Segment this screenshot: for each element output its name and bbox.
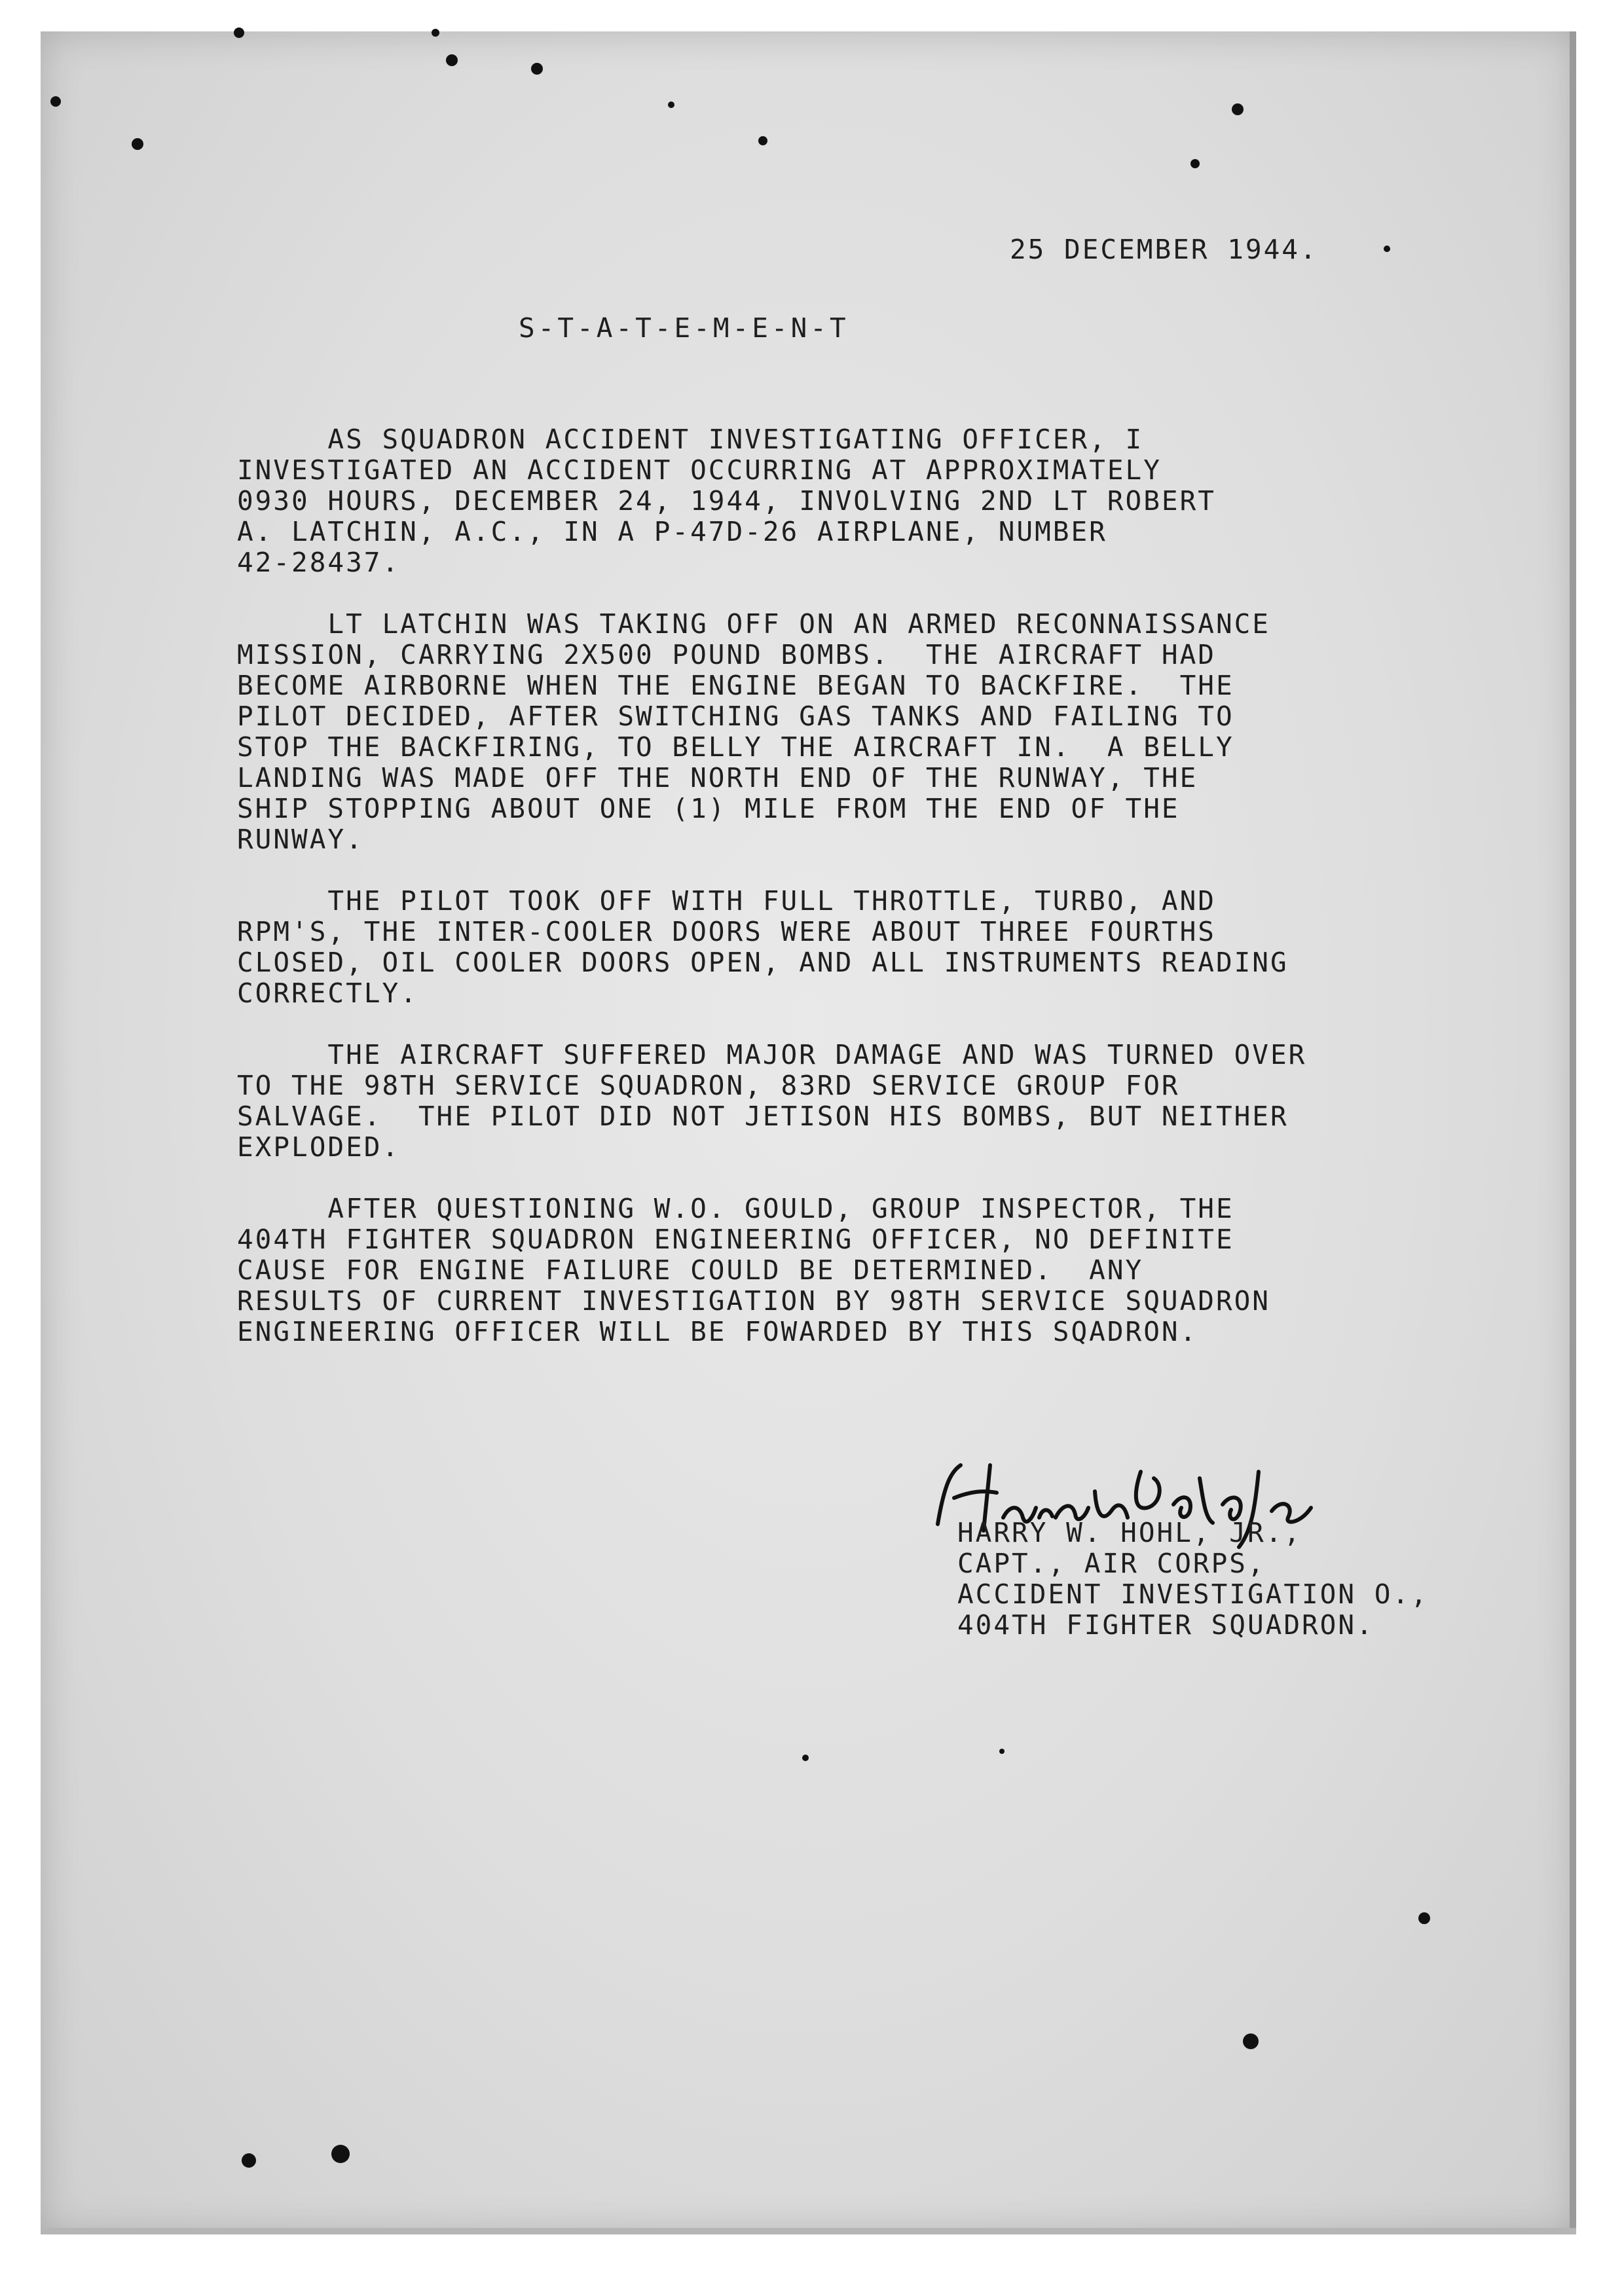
signer-role: ACCIDENT INVESTIGATION O., [957,1578,1429,1610]
paragraph-4: THE AIRCRAFT SUFFERED MAJOR DAMAGE AND WAS TURNED OVER TO THE 98TH SERVICE SQUADRON, 83RD SERVICE GROUP FOR SALVAGE. THE PILOT DID NOT JETISON HIS BOMBS, BUT NEITHER EXPLODED. [237,1039,1307,1163]
page-bottom-edge [41,2228,1576,2234]
document-title: S-T-A-T-E-M-E-N-T [519,312,849,344]
document-date: 25 DECEMBER 1944. [1010,234,1318,265]
signer-unit: 404TH FIGHTER SQUADRON. [957,1609,1374,1641]
paragraph-5: AFTER QUESTIONING W.O. GOULD, GROUP INSPECTOR, THE 404TH FIGHTER SQUADRON ENGINEERING OFFICER, NO DEFINITE CAUSE FOR ENGINE FAILURE COULD BE DETERMINED. ANY RESULTS OF CURRENT INVESTIGATION BY 98TH SERVICE SQUADRON ENGINEERING OFFICER WILL BE FOWARDED BY THIS SQADRON. [237,1193,1270,1347]
page-edge-shadow [1570,31,1576,2234]
signature-block [957,1518,1429,1641]
signer-rank: CAPT., AIR CORPS, [957,1548,1266,1579]
paragraph-3: THE PILOT TOOK OFF WITH FULL THROTTLE, TURBO, AND RPM'S, THE INTER-COOLER DOORS WERE ABOUT THREE FOURTHS CLOSED, OIL COOLER DOORS OPEN, AND ALL INSTRUMENTS READING CORRECTLY. [237,885,1289,1009]
document-body [237,424,1306,1378]
paragraph-2: LT LATCHIN WAS TAKING OFF ON AN ARMED RECONNAISSANCE MISSION, CARRYING 2X500 POUND BOMBS. THE AIRCRAFT HAD BECOME AIRBORNE WHEN THE ENGINE BEGAN TO BACKFIRE. THE PILOT DECIDED, AFTER SWITCHING GAS TANKS AND FAILING TO STOP THE BACKFIRING, TO BELLY THE AIRCRAFT IN. A BELLY LANDING WAS MADE OFF THE NORTH END OF THE RUNWAY, THE SHIP STOPPING ABOUT ONE (1) MILE FROM THE END OF THE RUNWAY. [237,608,1270,855]
paragraph-1: AS SQUADRON ACCIDENT INVESTIGATING OFFICER, I INVESTIGATED AN ACCIDENT OCCURRING AT APPROXIMATELY 0930 HOURS, DECEMBER 24, 1944, INVOLVING 2ND LT ROBERT A. LATCHIN, A.C., IN A P-47D-26 AIRPLANE, NUMBER 42-28437. [237,424,1216,578]
document-page [41,31,1576,2234]
signer-name: HARRY W. HOHL, JR., [957,1517,1302,1548]
